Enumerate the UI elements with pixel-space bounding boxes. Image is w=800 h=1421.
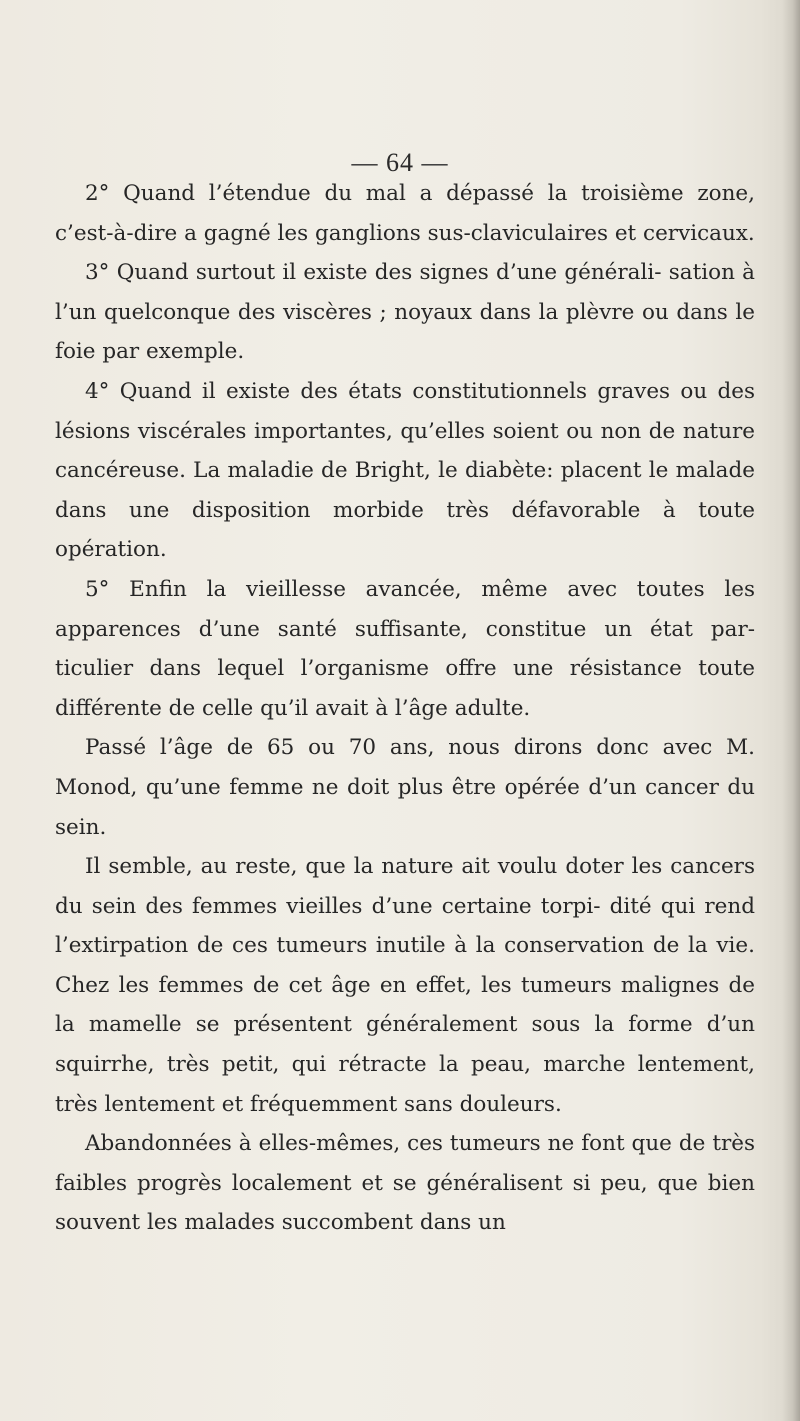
paragraph-item-3: 3° Quand surtout il existe des signes d’une générali- sation à l’un quelconque des viscères ; noyaux dans la plèvre ou dans le foie par exemple.	[55, 260, 755, 365]
paragraph-item-5: 5° Enfin la vieillesse avancée, même avec toutes les apparences d’une santé suffisante, constitue un état par- ticulier dans lequel l’organisme offre une résistance toute différente de celle qu’il avait à l’âge adulte.	[55, 576, 755, 721]
paragraph-torpidity: Il semble, au reste, que la nature ait voulu doter les cancers du sein des femmes vieilles d’une certaine torpi- dité qui rend l’extirpation de ces tumeurs inutile à la conservation de la vie. Chez les femmes de cet âge en effet, les tumeurs malignes de la mamelle se présentent généralement sous la forme d’un squirrhe, très petit, qui rétracte la peau, marche lentement, très lentement et fréquemment sans douleurs.	[55, 854, 755, 1117]
page-edge-shadow	[782, 0, 800, 1421]
page-number: — 64 —	[351, 148, 449, 177]
paragraph-item-2: 2° Quand l’étendue du mal a dépassé la troisième zone, c’est-à-dire a gagné les ganglions sus-claviculaires et cervicaux.	[55, 181, 755, 246]
paragraph-age-limit: Passé l’âge de 65 ou 70 ans, nous dirons donc avec M. Monod, qu’une femme ne doit plus être opérée d’un cancer du sein.	[55, 735, 755, 840]
paragraph-item-4: 4° Quand il existe des états constitutionnels graves ou des lésions viscérales importantes, qu’elles soient ou non de nature cancéreuse. La maladie de Bright, le diabète: placent le malade dans une disposition morbide très défavorable à toute opération.	[55, 378, 755, 563]
body-text	[55, 174, 755, 1243]
paragraph-abandoned-tumors: Abandonnées à elles-mêmes, ces tumeurs ne font que de très faibles progrès localement et se généralisent si peu, que bien souvent les malades succombent dans un	[55, 1131, 755, 1236]
